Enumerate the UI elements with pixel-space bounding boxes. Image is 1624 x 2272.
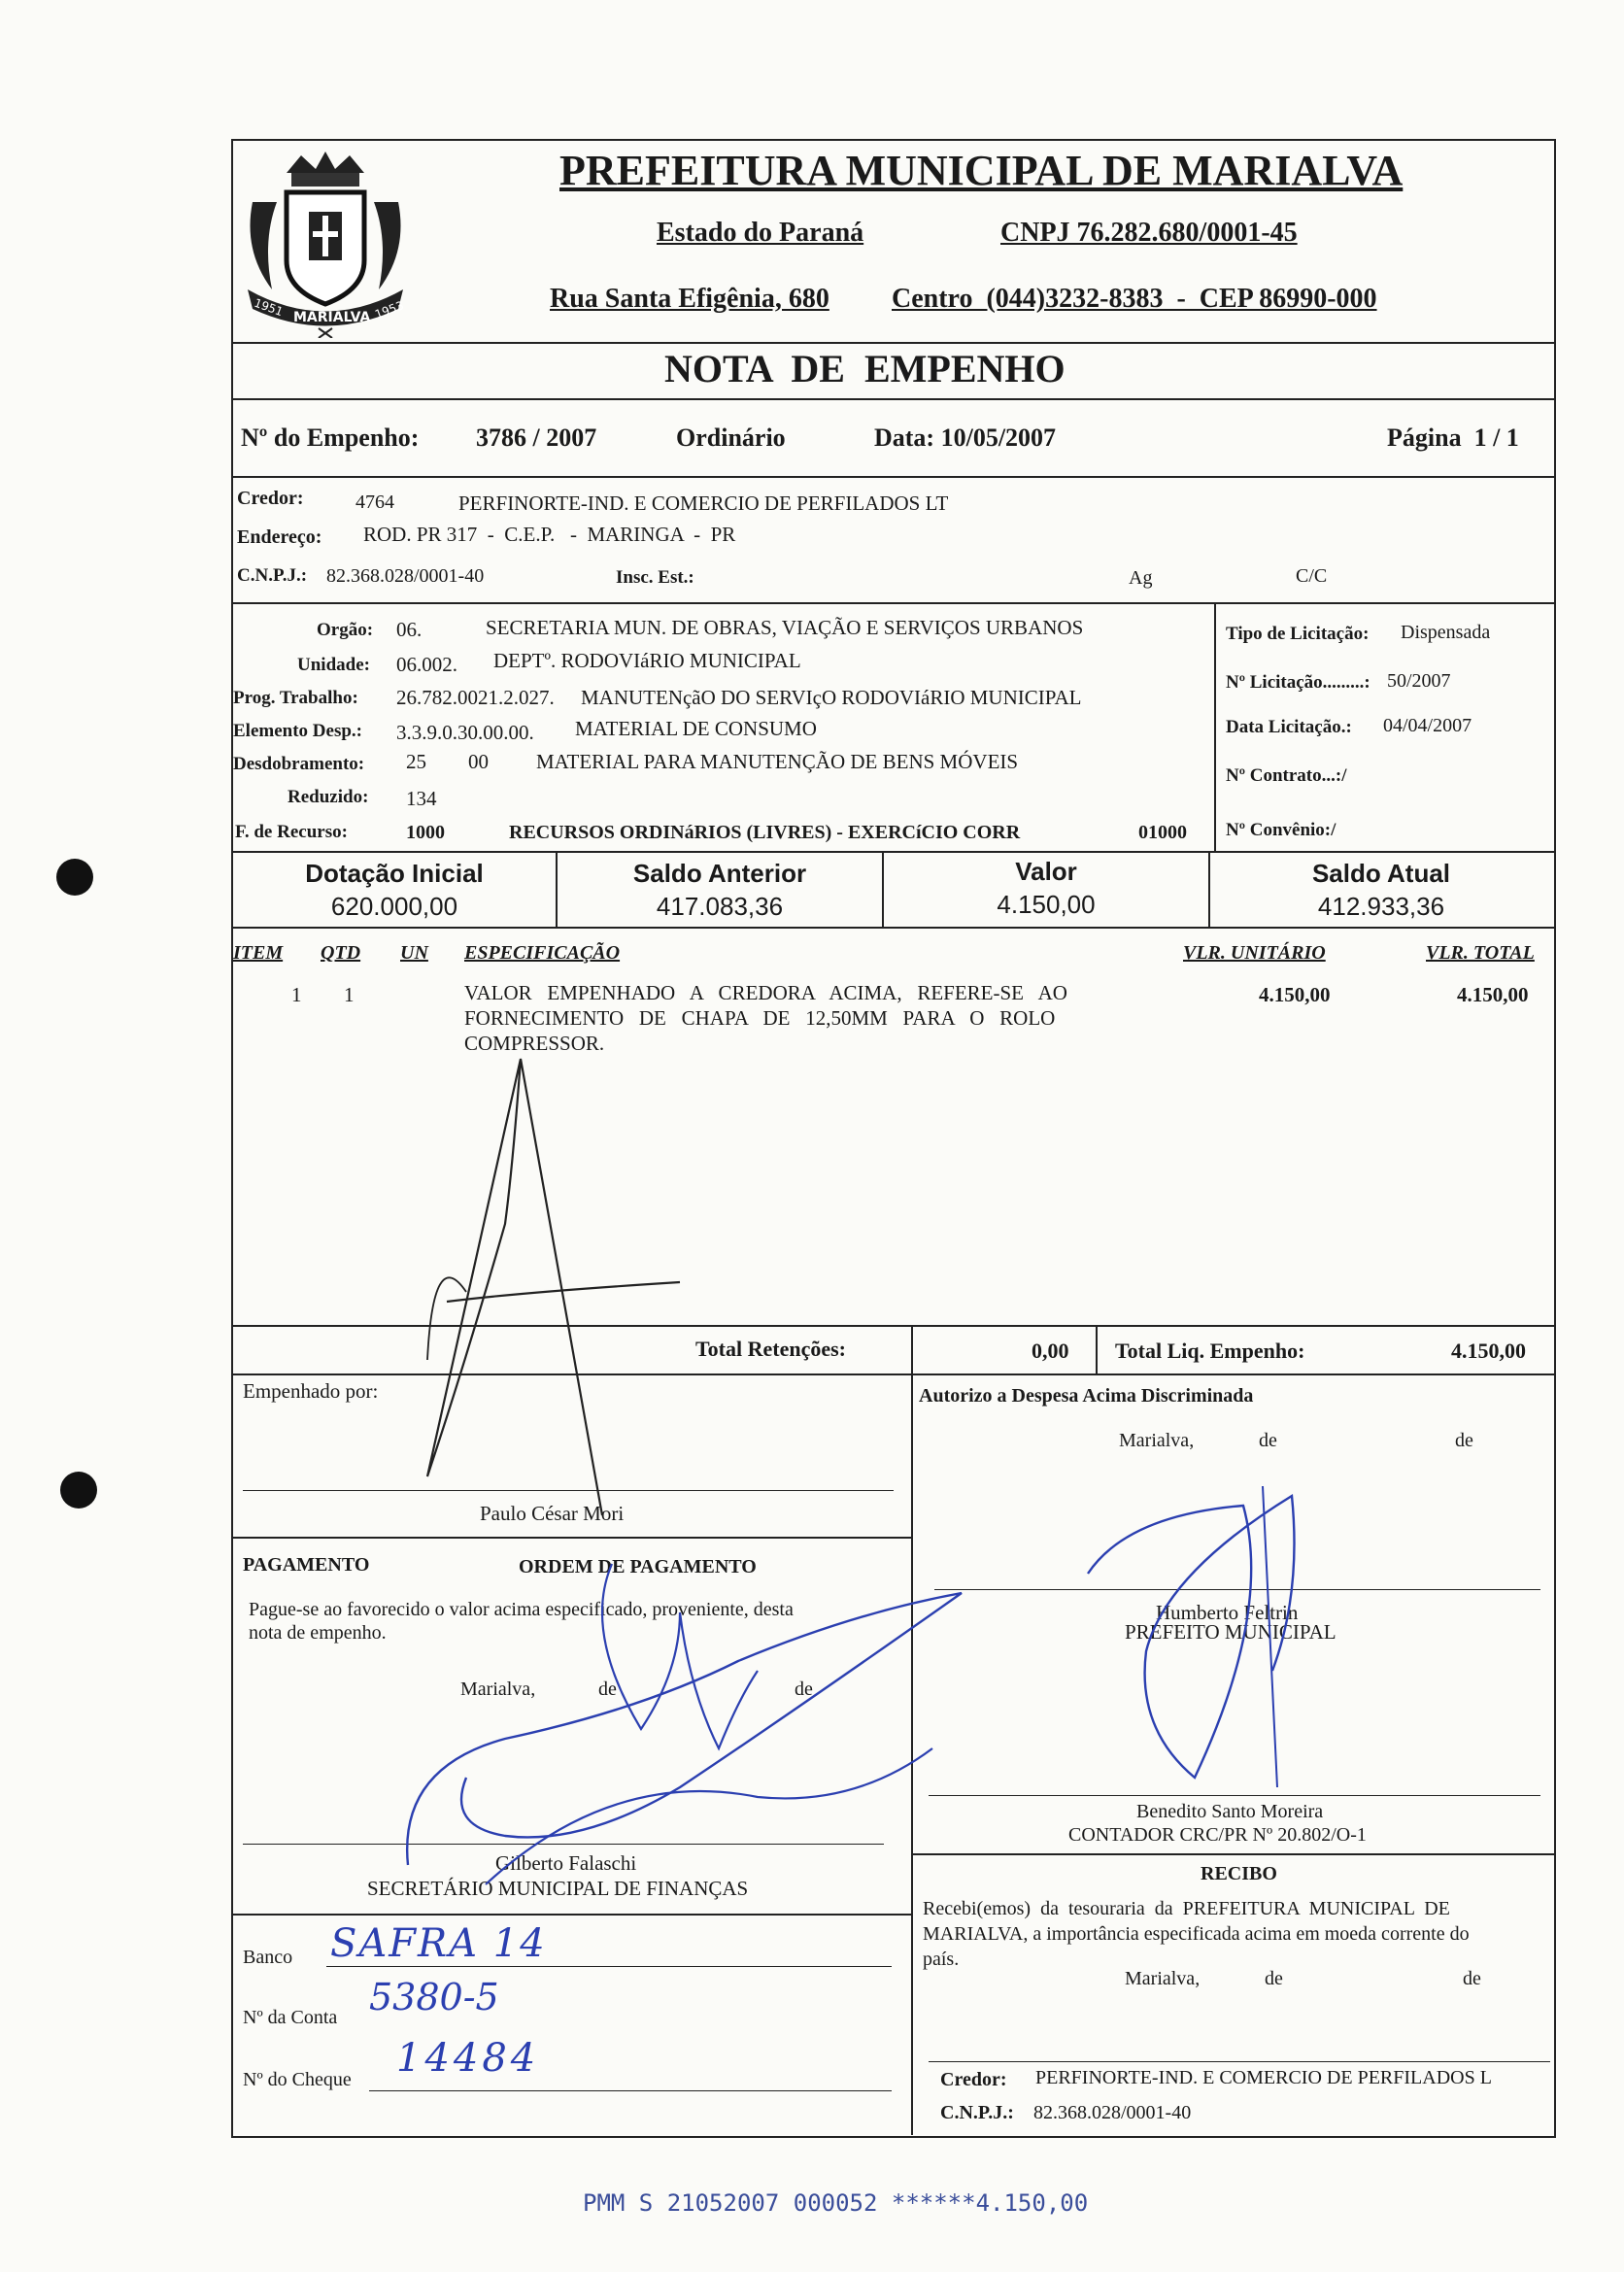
pagamento-label: PAGAMENTO <box>243 1554 370 1576</box>
empenho-number: 3786 / 2007 <box>476 424 597 452</box>
elemento-code: 3.3.9.0.30.00.00. <box>396 721 534 744</box>
header-address: Centro (044)3232-8383 - CEP 86990-000 <box>892 284 1377 314</box>
autorizo-city: Marialva, <box>1119 1430 1195 1451</box>
saldo-anterior-label: Saldo Anterior <box>632 859 807 888</box>
licitacao-numero-value: 50/2007 <box>1387 670 1451 692</box>
prog-code: 26.782.0021.2.027. <box>396 686 555 709</box>
retencoes-label: Total Retenções: <box>695 1337 846 1361</box>
divider <box>231 851 1554 853</box>
signature-line <box>929 2061 1550 2062</box>
pagamento-text-2: nota de empenho. <box>249 1622 387 1644</box>
licitacao-data-label: Data Licitação.: <box>1226 717 1352 737</box>
punch-hole-bottom <box>60 1472 97 1509</box>
divider <box>231 342 1554 344</box>
licitacao-numero-label: Nº Licitação.........: <box>1226 672 1370 693</box>
cnpj-label: C.N.P.J.: <box>237 565 308 586</box>
dotacao-label: Dotação Inicial <box>305 859 484 888</box>
divider <box>231 927 1554 929</box>
handwritten-signature-blue-secretary <box>389 1554 991 1904</box>
header-cnpj: CNPJ 76.282.680/0001-45 <box>1000 218 1298 248</box>
col-un: UN <box>400 942 428 964</box>
address-label: Endereço: <box>237 526 322 548</box>
payment-stamp: PMM S 21052007 000052 ******4.150,00 <box>583 2189 1089 2217</box>
divider <box>1214 602 1216 851</box>
orgao-name: SECRETARIA MUN. DE OBRAS, VIAÇÃO E SERVIÇOS URBANOS <box>486 616 1084 639</box>
seal-year-left: 1951 <box>252 295 286 320</box>
secretario-name: Gilberto Falaschi <box>495 1851 637 1875</box>
numero-cheque-label: Nº do Cheque <box>243 2069 352 2090</box>
licitacao-tipo-value: Dispensada <box>1401 622 1491 643</box>
prefeito-name: Humberto Feltrin <box>1156 1601 1299 1624</box>
col-qtd: QTD <box>321 942 361 964</box>
pagamento-de-1: de <box>598 1679 617 1700</box>
recurso-name: RECURSOS ORDINáRIOS (LIVRES) - EXERCíCIO CORR <box>509 822 1021 843</box>
prog-label: Prog. Trabalho: <box>233 688 358 708</box>
row-spec-line-1: VALOR EMPENHADO A CREDORA ACIMA, REFERE-SE AO <box>464 981 1067 1004</box>
contrato-label: Nº Contrato...:/ <box>1226 765 1347 786</box>
coat-of-arms-logo <box>233 144 418 338</box>
prog-name: MANUTENçãO DO SERVIçO RODOVIáRIO MUNICIPAL <box>581 686 1082 709</box>
row-unit-value: 4.150,00 <box>1259 983 1331 1006</box>
ag-label: Ag <box>1129 567 1153 589</box>
recibo-cnpj-label: C.N.P.J.: <box>940 2102 1014 2123</box>
conta-handwritten: 5380-5 <box>369 1976 499 2018</box>
reduzido-value: 134 <box>406 787 437 810</box>
desdobramento-code: 25 <box>406 750 426 773</box>
credor-cnpj: 82.368.028/0001-40 <box>326 565 485 587</box>
empenhado-name: Paulo César Mori <box>480 1502 625 1525</box>
reduzido-label: Reduzido: <box>288 787 369 807</box>
licitacao-data-value: 04/04/2007 <box>1383 715 1472 736</box>
orgao-label: Orgão: <box>317 620 374 640</box>
recibo-de-2: de <box>1463 1968 1481 1989</box>
recibo-cnpj: 82.368.028/0001-40 <box>1033 2102 1192 2123</box>
banco-handwritten: SAFRA 14 <box>330 1921 547 1966</box>
recibo-credor-label: Credor: <box>940 2069 1007 2090</box>
pagamento-city: Marialva, <box>460 1679 536 1700</box>
elemento-name: MATERIAL DE CONSUMO <box>575 717 817 740</box>
col-vlr-unitario: VLR. UNITÁRIO <box>1183 942 1326 964</box>
orgao-code: 06. <box>396 618 423 641</box>
elemento-label: Elemento Desp.: <box>233 721 362 741</box>
desdobramento-name: MATERIAL PARA MANUTENÇÃO DE BENS MÓVEIS <box>536 750 1019 773</box>
insc-est-label: Insc. Est.: <box>616 567 694 588</box>
credor-label: Credor: <box>237 488 304 509</box>
liquido-value: 4.150,00 <box>1451 1339 1526 1363</box>
page-number: Página 1 / 1 <box>1387 424 1519 452</box>
row-spec-line-3: COMPRESSOR. <box>464 1032 605 1055</box>
document-title: NOTA DE EMPENHO <box>664 347 1066 390</box>
recibo-text-2: MARIALVA, a importância especificada acima em moeda corrente do <box>923 1923 1470 1945</box>
col-item: ITEM <box>233 942 284 964</box>
empenho-type: Ordinário <box>676 424 786 452</box>
valor-label: Valor <box>1015 857 1077 886</box>
recibo-text-3: país. <box>923 1949 960 1970</box>
cc-label: C/C <box>1296 565 1328 587</box>
divider <box>231 1537 911 1539</box>
valor-value: 4.150,00 <box>997 890 1096 919</box>
empenho-date: Data: 10/05/2007 <box>874 424 1057 452</box>
row-item: 1 <box>291 983 302 1006</box>
banco-label: Banco <box>243 1947 293 1968</box>
contador-name: Benedito Santo Moreira <box>1136 1801 1324 1822</box>
unidade-code: 06.002. <box>396 653 457 676</box>
divider <box>231 602 1554 604</box>
ordem-pagamento-label: ORDEM DE PAGAMENTO <box>519 1556 757 1577</box>
municipality-title: PREFEITURA MUNICIPAL DE MARIALVA <box>559 147 1404 194</box>
handwritten-signature-black <box>408 1049 719 1535</box>
state-name: Estado do Paraná <box>657 218 864 248</box>
recurso-label: F. de Recurso: <box>235 822 348 842</box>
contador-title: CONTADOR CRC/PR Nº 20.802/O-1 <box>1068 1824 1367 1846</box>
unidade-name: DEPTº. RODOVIáRIO MUNICIPAL <box>493 649 801 672</box>
convenio-label: Nº Convênio:/ <box>1226 820 1336 840</box>
cheque-line <box>369 2090 892 2091</box>
prefeito-title: PREFEITO MUNICIPAL <box>1125 1620 1336 1644</box>
secretario-title: SECRETÁRIO MUNICIPAL DE FINANÇAS <box>367 1877 749 1900</box>
autorizo-de-2: de <box>1455 1430 1473 1451</box>
pagamento-de-2: de <box>795 1679 813 1700</box>
handwritten-signature-blue-mayor <box>1068 1476 1321 1797</box>
dotacao-value: 620.000,00 <box>330 892 458 921</box>
autorizo-de-1: de <box>1259 1430 1277 1451</box>
pagamento-text-1: Pague-se ao favorecido o valor acima especificado, proveniente, desta <box>249 1599 794 1620</box>
recibo-city: Marialva, <box>1125 1968 1201 1989</box>
credor-address: ROD. PR 317 - C.E.P. - MARINGA - PR <box>363 523 736 546</box>
recibo-credor-name: PERFINORTE-IND. E COMERCIO DE PERFILADOS L <box>1035 2067 1492 2088</box>
header-street: Rua Santa Efigênia, 680 <box>550 284 829 314</box>
divider <box>911 1853 1554 1855</box>
divider <box>1096 1325 1098 1373</box>
unidade-label: Unidade: <box>297 655 370 675</box>
numero-conta-label: Nº da Conta <box>243 2007 338 2028</box>
retencoes-value: 0,00 <box>1032 1339 1069 1363</box>
seal-name: MARIALVA <box>293 310 371 325</box>
divider <box>231 1914 911 1916</box>
saldo-atual-value: 412.933,36 <box>1317 892 1445 921</box>
recibo-text-1: Recebi(emos) da tesouraria da PREFEITURA MUNICIPAL DE <box>923 1898 1450 1919</box>
col-vlr-total: VLR. TOTAL <box>1426 942 1535 964</box>
row-qtd: 1 <box>344 983 355 1006</box>
row-total-value: 4.150,00 <box>1457 983 1529 1006</box>
empenhado-label: Empenhado por: <box>243 1379 379 1403</box>
row-spec-line-2: FORNECIMENTO DE CHAPA DE 12,50MM PARA O ROLO <box>464 1006 1056 1030</box>
credor-code: 4764 <box>355 492 394 513</box>
desdobramento-label: Desdobramento: <box>233 754 365 774</box>
col-especificacao: ESPECIFICAÇÃO <box>464 942 621 964</box>
divider <box>231 398 1554 400</box>
divider <box>231 476 1554 478</box>
punch-hole-top <box>56 859 93 896</box>
saldo-atual-label: Saldo Atual <box>1311 859 1451 888</box>
recibo-de-1: de <box>1265 1968 1283 1989</box>
banco-line <box>326 1966 892 1967</box>
seal-year-right: 1953 <box>373 298 406 322</box>
cheque-handwritten: 14484 <box>396 2036 540 2081</box>
licitacao-tipo-label: Tipo de Licitação: <box>1226 624 1370 644</box>
recurso-number: 01000 <box>1138 822 1187 843</box>
liquido-label: Total Liq. Empenho: <box>1115 1339 1305 1363</box>
desdobramento-sub: 00 <box>468 750 489 773</box>
autorizo-label: Autorizo a Despesa Acima Discriminada <box>919 1385 1254 1407</box>
empenho-number-label: Nº do Empenho: <box>241 424 420 452</box>
credor-name: PERFINORTE-IND. E COMERCIO DE PERFILADOS LT <box>458 492 949 515</box>
saldo-anterior-value: 417.083,36 <box>656 892 784 921</box>
divider <box>911 1325 913 1373</box>
recibo-title: RECIBO <box>1201 1863 1277 1884</box>
recurso-code: 1000 <box>406 822 445 843</box>
